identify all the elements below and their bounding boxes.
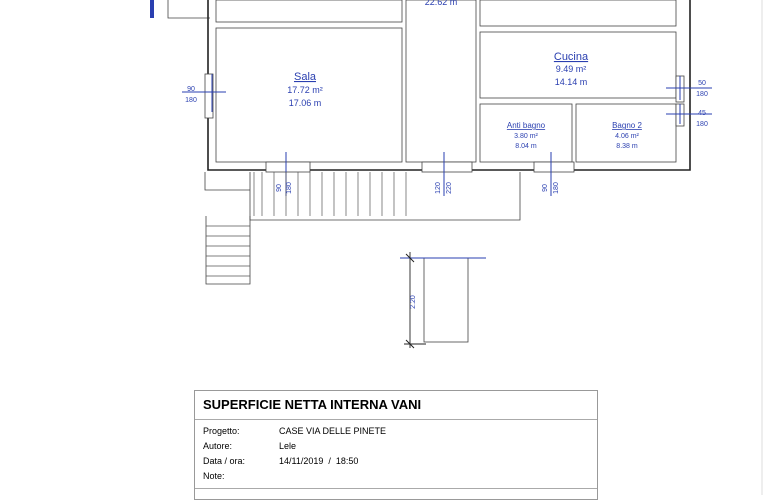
right-window-bottom-width: 45 xyxy=(698,110,706,117)
door-anti-bagno-width: 90 xyxy=(542,184,549,192)
door-anti-bagno xyxy=(534,162,574,172)
bagno2-name: Bagno 2 xyxy=(612,121,642,130)
row-label: Autore: xyxy=(203,441,233,451)
terrace-steps xyxy=(254,172,406,216)
top-left-wall xyxy=(168,0,210,18)
top-left-mark xyxy=(150,0,154,18)
title-row-data xyxy=(203,456,358,466)
cucina-area: 9.49 m² xyxy=(555,64,587,74)
door-sala-width: 90 xyxy=(276,184,283,192)
terrace xyxy=(250,172,520,220)
terrace-edge xyxy=(205,172,250,190)
cucina-perimeter: 14.14 m xyxy=(554,77,588,87)
right-window-top-width: 50 xyxy=(698,80,706,87)
anti-bagno-name: Anti bagno xyxy=(506,121,546,130)
anti-bagno-perimeter: 8.04 m xyxy=(515,143,537,150)
title-heading: SUPERFICIE NETTA INTERNA VANI xyxy=(195,391,597,420)
parking-space xyxy=(424,258,468,342)
room-corridor xyxy=(406,0,476,162)
door-sala xyxy=(266,162,310,172)
anti-bagno-area: 3.80 m² xyxy=(514,133,538,140)
row-label: Progetto: xyxy=(203,426,240,436)
row-value: Lele xyxy=(279,441,297,451)
room-top-right xyxy=(480,0,676,26)
parking-dimension: 2.20 xyxy=(410,295,417,309)
left-window-width: 90 xyxy=(187,86,195,93)
row-value: 14/11/2019 / 18:50 xyxy=(279,456,359,466)
title-block xyxy=(194,390,598,500)
door-corridor-height: 220 xyxy=(446,182,453,194)
bagno2-perimeter: 8.38 m xyxy=(616,143,638,150)
row-label: Data / ora: xyxy=(203,456,246,466)
title-row-note xyxy=(203,471,279,481)
title-divider xyxy=(195,488,597,489)
right-window-top-height: 180 xyxy=(696,91,708,98)
title-row-progetto xyxy=(203,426,386,436)
side-stairs xyxy=(206,216,250,284)
sala-name: Sala xyxy=(293,71,317,83)
door-sala-height: 180 xyxy=(286,182,293,194)
right-window-bottom-height: 180 xyxy=(696,121,708,128)
row-label: Note: xyxy=(203,471,225,481)
door-corridor xyxy=(422,162,472,172)
row-value: CASE VIA DELLE PINETE xyxy=(279,426,387,436)
room-top-left xyxy=(216,0,402,22)
cucina-name: Cucina xyxy=(553,51,589,63)
door-anti-bagno-height: 180 xyxy=(553,182,560,194)
sala-perimeter: 17.06 m xyxy=(288,98,322,108)
sala-area: 17.72 m² xyxy=(287,85,323,95)
corridor-perimeter: 22.62 m xyxy=(424,0,458,7)
title-row-autore xyxy=(203,441,296,451)
door-corridor-width: 120 xyxy=(435,182,442,194)
room-sala xyxy=(216,28,402,162)
bagno2-area: 4.06 m² xyxy=(615,133,639,140)
left-window-height: 180 xyxy=(185,97,197,104)
